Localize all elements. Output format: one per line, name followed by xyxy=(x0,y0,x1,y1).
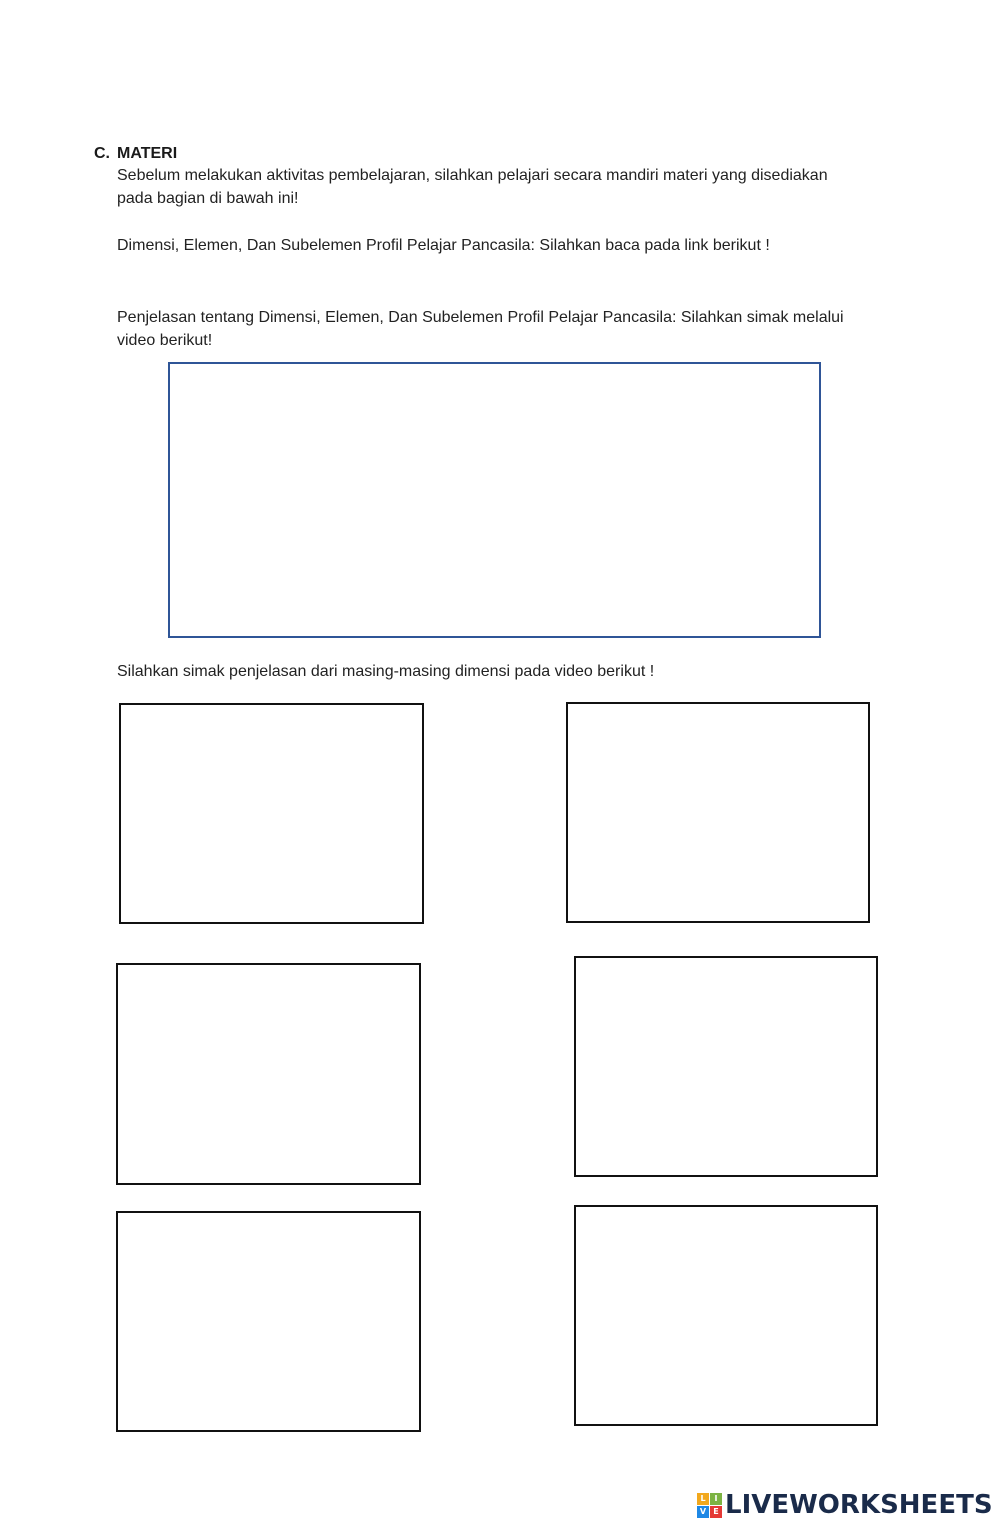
dimension-video-frame-4[interactable] xyxy=(574,956,878,1177)
dimension-video-frame-6[interactable] xyxy=(574,1205,878,1426)
logo-icon-cell: I xyxy=(710,1493,722,1505)
dimension-videos-intro: Silahkan simak penjelasan dari masing-masing dimensi pada video berikut ! xyxy=(117,663,655,680)
intro-text-line1: Sebelum melakukan aktivitas pembelajaran, silahkan pelajari secara mandiri materi yang disediakan xyxy=(117,167,828,184)
logo-text: LIVEWORKSHEETS xyxy=(725,1490,993,1520)
dimension-video-frame-3[interactable] xyxy=(116,963,421,1185)
logo-icon-cell: V xyxy=(697,1506,709,1518)
dimension-video-frame-2[interactable] xyxy=(566,702,870,923)
section-label: C. xyxy=(94,145,110,162)
intro-text-line2: pada bagian di bawah ini! xyxy=(117,190,299,207)
reading-link-text[interactable]: Dimensi, Elemen, Dan Subelemen Profil Pelajar Pancasila: Silahkan baca pada link berikut ! xyxy=(117,237,770,254)
liveworksheets-logo xyxy=(697,1490,993,1520)
logo-icon-cell: L xyxy=(697,1493,709,1505)
dimension-video-frame-5[interactable] xyxy=(116,1211,421,1432)
dimension-video-frame-1[interactable] xyxy=(119,703,424,924)
video-intro-line1: Penjelasan tentang Dimensi, Elemen, Dan Subelemen Profil Pelajar Pancasila: Silahkan simak melalui xyxy=(117,309,844,326)
logo-icon-cell: E xyxy=(710,1506,722,1518)
section-title: MATERI xyxy=(117,145,178,162)
liveworksheets-logo-icon xyxy=(697,1493,722,1518)
main-video-frame[interactable] xyxy=(168,362,821,638)
video-intro-line2: video berikut! xyxy=(117,332,213,349)
